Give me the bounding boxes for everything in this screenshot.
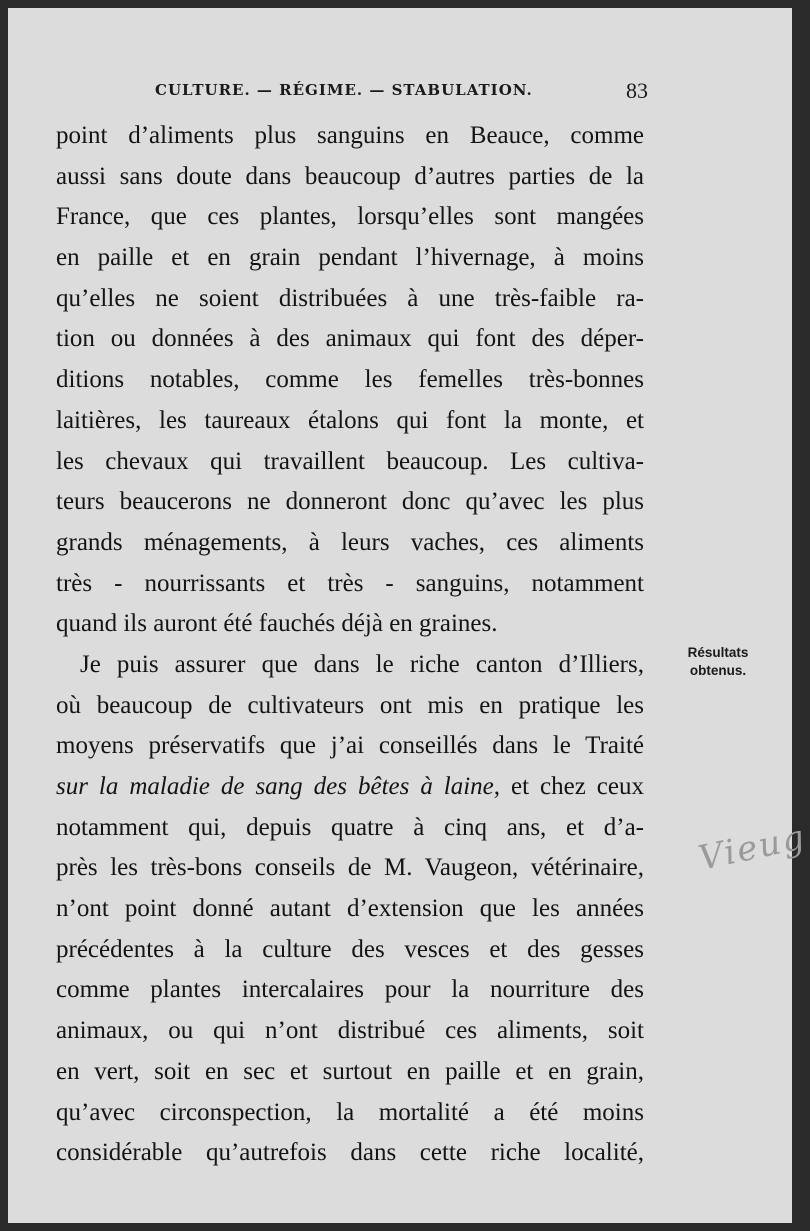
text-line-4: en paille et en grain pendant l’hivernage, à moins — [56, 244, 644, 272]
page-header — [48, 78, 648, 114]
text-line-21: précédentes à la culture des vesces et des gesses — [56, 935, 644, 963]
text-line-25: qu’avec circonspection, la mortalité a été moins — [56, 1098, 644, 1126]
text-line-8: laitières, les taureaux étalons qui font la monte, et — [56, 406, 644, 434]
handwritten-annotation: Vieug — [695, 817, 810, 879]
text-line-10: teurs beaucerons ne donneront donc qu’avec les plus — [56, 488, 644, 516]
text-line-2: aussi sans doute dans beaucoup d’autres parties de la — [56, 162, 644, 190]
text-line-14: Je puis assurer que dans le riche canton d’Illiers, — [80, 650, 644, 678]
text-line-18: notamment qui, depuis quatre à cinq ans, et d’a- — [56, 813, 644, 841]
text-line-12: très - nourrissants et très - sanguins, notamment — [56, 569, 644, 597]
text-line-26: considérable qu’autrefois dans cette riche localité, — [56, 1139, 644, 1167]
running-title: CULTURE. — RÉGIME. — STABULATION. — [155, 81, 533, 99]
marginal-note — [663, 644, 773, 680]
text-line-13: quand ils auront été fauchés déjà en graines. — [56, 610, 498, 638]
text-line-23: animaux, ou qui n’ont distribué ces aliments, soit — [56, 1017, 644, 1045]
text-line-15: où beaucoup de cultivateurs ont mis en pratique les — [56, 691, 644, 719]
text-line-9: les chevaux qui travaillent beaucoup. Les cultiva- — [56, 447, 644, 475]
page-number: 83 — [626, 78, 648, 103]
text-line-17-rest: et chez ceux — [500, 773, 644, 800]
marginal-note-line-2: obtenus. — [689, 663, 747, 678]
text-line-3: France, que ces plantes, lorsqu’elles sont mangées — [56, 203, 644, 231]
text-line-17 — [56, 767, 644, 808]
text-line-1: point d’aliments plus sanguins en Beauce, comme — [56, 122, 644, 149]
text-line-20: n’ont point donné autant d’extension que les années — [56, 895, 644, 923]
text-line-24: en vert, soit en sec et surtout en paille et en grain, — [56, 1057, 644, 1085]
text-line-19: près les très-bons conseils de M. Vaugeon, vétérinaire, — [56, 854, 644, 882]
body-text — [56, 116, 644, 1174]
text-line-7: ditions notables, comme les femelles très-bonnes — [56, 366, 644, 394]
text-line-16: moyens préservatifs que j’ai conseillés dans le Traité — [56, 732, 644, 760]
text-line-11: grands ménagements, à leurs vaches, ces aliments — [56, 528, 644, 556]
text-line-5: qu’elles ne soient distribuées à une très-faible ra- — [56, 284, 644, 312]
book-page — [8, 8, 810, 1223]
text-line-22: comme plantes intercalaires pour la nourriture des — [56, 976, 644, 1004]
book-title-italic: sur la maladie de sang des bêtes à laine, — [56, 773, 501, 800]
text-line-6: tion ou données à des animaux qui font des déper- — [56, 325, 644, 353]
marginal-note-line-1: Résultats — [687, 645, 749, 660]
